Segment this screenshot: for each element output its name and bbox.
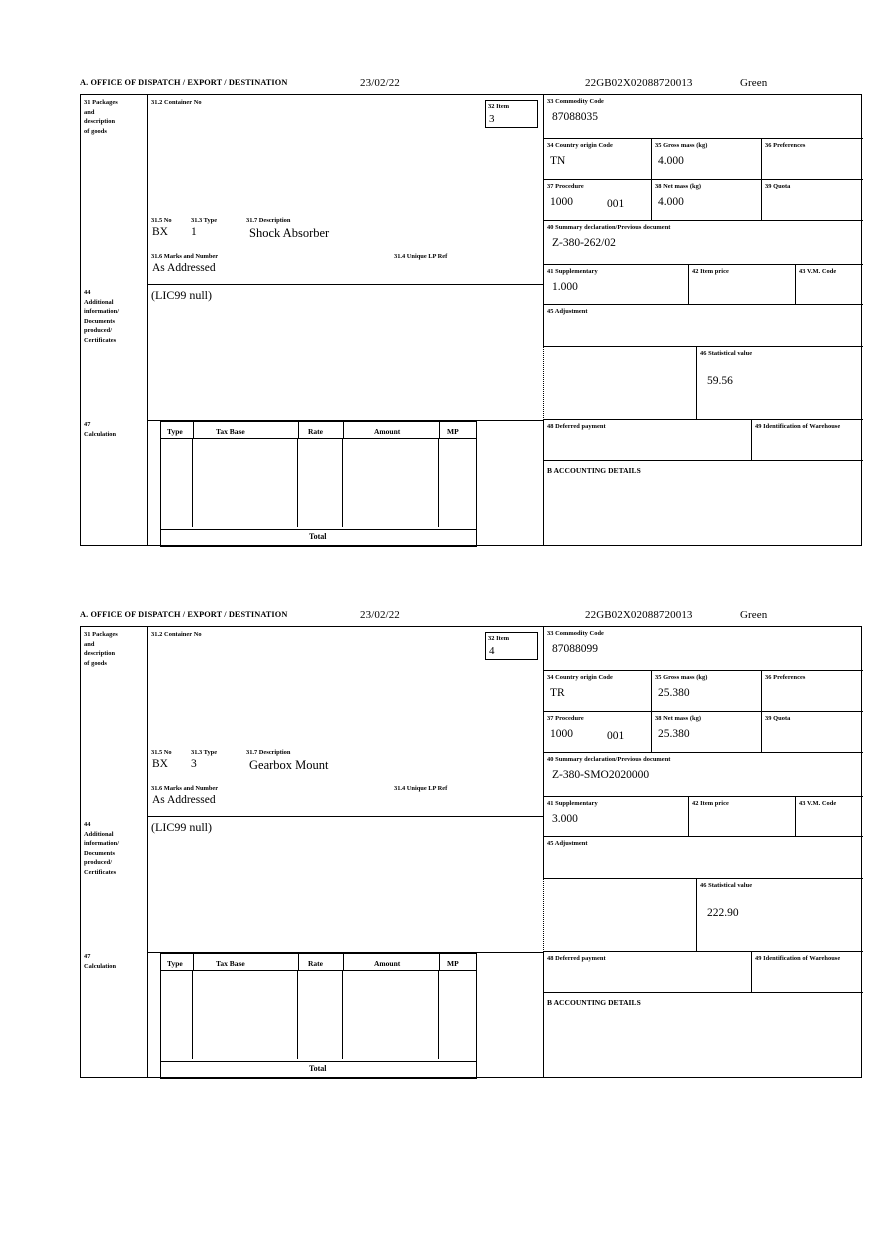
box31-7-description-value-2: Gearbox Mount <box>249 758 329 772</box>
declaration-box-2 <box>80 626 862 1078</box>
box36-label-2: 36 Preferences <box>765 674 806 681</box>
calc-col-mp: MP <box>447 427 459 436</box>
box46-value: 59.56 <box>707 374 733 387</box>
box35-gross-mass-1 <box>651 139 761 180</box>
box34-value: TN <box>550 154 566 167</box>
container-no-label-2: 31.2 Container No <box>151 631 202 638</box>
box45-label-2: 45 Adjustment <box>547 840 588 847</box>
box49-value-2 <box>752 964 863 968</box>
box31-4-uniqueref-label: 31.4 Unique LP Ref <box>394 253 448 260</box>
box49-warehouse-id-1 <box>751 420 863 461</box>
calculation-body-2 <box>160 970 477 1062</box>
box36-value <box>762 151 863 155</box>
box48-value-2 <box>544 964 751 968</box>
box48-deferred-payment-1 <box>543 420 751 461</box>
box41-value: 1.000 <box>552 280 578 293</box>
calc-col-taxbase-2: Tax Base <box>216 959 245 968</box>
box31-7-description-label: 31.7 Description <box>246 217 291 224</box>
declaration-form-1 <box>80 78 864 546</box>
container-no-label: 31.2 Container No <box>151 99 202 106</box>
box33-value-2: 87088099 <box>552 642 598 655</box>
box41-label-2: 41 Supplementary <box>547 800 598 807</box>
box39-value-2 <box>762 724 863 728</box>
box35-value: 4.000 <box>658 154 684 167</box>
box39-quota-2 <box>761 712 863 753</box>
box37-value2-2: 001 <box>607 730 625 742</box>
declaration-date-2: 23/02/22 <box>360 609 400 621</box>
calc-col-amount-2: Amount <box>374 959 401 968</box>
box31-6-marks-label-2: 31.6 Marks and Number <box>151 785 219 792</box>
declaration-date: 23/02/22 <box>360 77 400 89</box>
boxB-value <box>544 476 863 480</box>
movement-reference-number-2: 22GB02X02088720013 <box>585 609 693 621</box>
box31-6-marks-label: 31.6 Marks and Number <box>151 253 219 260</box>
box36-label: 36 Preferences <box>765 142 806 149</box>
box31-goods-area-2 <box>148 627 543 816</box>
boxB-accounting-details-1 <box>543 461 863 545</box>
box40-label: 40 Summary declaration/Previous document <box>547 224 671 231</box>
box46-wrapper-2 <box>543 879 863 952</box>
box31-3-type-label-2: 31.3 Type <box>191 749 218 756</box>
box33-commodity-code-2 <box>543 627 863 671</box>
calc-col-taxbase: Tax Base <box>216 427 245 436</box>
box40-value-2: Z-380-SMO2020000 <box>552 768 650 781</box>
calc-col-rate: Rate <box>308 427 323 436</box>
box32-item-1 <box>485 100 538 128</box>
box31-5-no-label: 31.5 No <box>151 217 172 224</box>
box31-label: 31 Packages and description of goods <box>84 99 118 135</box>
box36-preferences-2 <box>761 671 863 712</box>
box37-value: 1000 <box>550 195 573 208</box>
form-header-1 <box>80 78 864 94</box>
boxB-value-2 <box>544 1008 863 1012</box>
box43-label-2: 43 V.M. Code <box>799 800 837 807</box>
office-of-dispatch-label: A. OFFICE OF DISPATCH / EXPORT / DESTINATION <box>80 78 288 87</box>
box32-value: 3 <box>489 112 495 125</box>
box43-value-2 <box>796 809 863 813</box>
box49-label: 49 Identification of Warehouse <box>755 423 841 430</box>
box32-item-2 <box>485 632 538 660</box>
box32-label: 32 Item <box>488 103 510 110</box>
box35-gross-mass-2 <box>651 671 761 712</box>
calc-col-mp-2: MP <box>447 959 459 968</box>
box31-3-type-value: 1 <box>191 226 197 238</box>
box46-label: 46 Statistical value <box>700 350 753 357</box>
box38-net-mass-1 <box>651 180 761 221</box>
box44-label: 44 Additional information/ Documents produced/ Certificates <box>84 289 120 344</box>
box48-deferred-payment-2 <box>543 952 751 993</box>
box48-label: 48 Deferred payment <box>547 423 606 430</box>
box37-procedure-1 <box>543 180 651 221</box>
box40-previous-document-1 <box>543 221 863 265</box>
box47-label-2: 47 Calculation <box>84 953 117 970</box>
box31-4-uniqueref-label-2: 31.4 Unique LP Ref <box>394 785 448 792</box>
left-label-column-1 <box>81 95 148 545</box>
box39-quota-1 <box>761 180 863 221</box>
box41-supplementary-1 <box>543 265 688 305</box>
boxB-accounting-details-2 <box>543 993 863 1077</box>
box49-value <box>752 432 863 436</box>
movement-reference-number: 22GB02X02088720013 <box>585 77 693 89</box>
box46-label-2: 46 Statistical value <box>700 882 753 889</box>
box40-previous-document-2 <box>543 753 863 797</box>
box43-label: 43 V.M. Code <box>799 268 837 275</box>
calculation-total-row-1 <box>160 528 477 547</box>
box42-item-price-2 <box>688 797 795 837</box>
calc-col-rate-2: Rate <box>308 959 323 968</box>
calc-col-amount: Amount <box>374 427 401 436</box>
box31-6-marks-value-2: As Addressed <box>152 794 216 806</box>
calculation-total-row-2 <box>160 1060 477 1079</box>
box32-label-2: 32 Item <box>488 635 510 642</box>
box33-commodity-code-1 <box>543 95 863 139</box>
declaration-box-1 <box>80 94 862 546</box>
box35-label: 35 Gross mass (kg) <box>655 142 708 149</box>
box31-5-no-value-2: BX <box>152 758 168 770</box>
box34-label-2: 34 Country origin Code <box>547 674 613 681</box>
box44-label-2: 44 Additional information/ Documents produced/ Certificates <box>84 821 120 876</box>
calc-col-type-2: Type <box>167 959 183 968</box>
box38-label-2: 38 Net mass (kg) <box>655 715 702 722</box>
office-of-dispatch-label-2: A. OFFICE OF DISPATCH / EXPORT / DESTINATION <box>80 610 288 619</box>
route-lane-2: Green <box>740 609 768 621</box>
box43-vm-code-2 <box>795 797 863 837</box>
box41-supplementary-2 <box>543 797 688 837</box>
box31-3-type-value-2: 3 <box>191 758 197 770</box>
box42-item-price-1 <box>688 265 795 305</box>
form-header-2 <box>80 610 864 626</box>
box31-7-description-value: Shock Absorber <box>249 226 330 240</box>
box40-value: Z-380-262/02 <box>552 236 616 249</box>
box37-label: 37 Procedure <box>547 183 584 190</box>
box36-preferences-1 <box>761 139 863 180</box>
box46-wrapper-1 <box>543 347 863 420</box>
box49-warehouse-id-2 <box>751 952 863 993</box>
box31-goods-area-1 <box>148 95 543 284</box>
box35-value-2: 25.380 <box>658 686 690 699</box>
box38-value: 4.000 <box>658 195 684 208</box>
box45-label: 45 Adjustment <box>547 308 588 315</box>
box34-value-2: TR <box>550 686 565 699</box>
box46-value-2: 222.90 <box>707 906 739 919</box>
box48-value <box>544 432 751 436</box>
boxB-label: B ACCOUNTING DETAILS <box>547 466 641 475</box>
box31-3-type-label: 31.3 Type <box>191 217 218 224</box>
box37-procedure-2 <box>543 712 651 753</box>
route-lane: Green <box>740 77 768 89</box>
box34-label: 34 Country origin Code <box>547 142 613 149</box>
box45-adjustment-1 <box>543 305 863 347</box>
box33-label-2: 33 Commodity Code <box>547 630 604 637</box>
box34-country-origin-1 <box>543 139 651 180</box>
box42-value <box>689 277 795 281</box>
box38-net-mass-2 <box>651 712 761 753</box>
box38-value-2: 25.380 <box>658 727 690 740</box>
calculation-table-2 <box>160 953 475 1078</box>
box39-value <box>762 192 863 196</box>
box38-label: 38 Net mass (kg) <box>655 183 702 190</box>
calculation-header-row-2 <box>160 953 477 971</box>
box42-label: 42 Item price <box>692 268 729 275</box>
calculation-header-row-1 <box>160 421 477 439</box>
box47-area-2 <box>148 952 543 1077</box>
box33-label: 33 Commodity Code <box>547 98 604 105</box>
box43-vm-code-1 <box>795 265 863 305</box>
left-label-column-2 <box>81 627 148 1077</box>
box37-value-2: 1000 <box>550 727 573 740</box>
box39-label-2: 39 Quota <box>765 715 791 722</box>
box44-value: (LIC99 null) <box>151 288 212 302</box>
box47-label: 47 Calculation <box>84 421 117 438</box>
box31-5-no-value: BX <box>152 226 168 238</box>
calc-total-label-2: Total <box>309 1064 327 1073</box>
box48-label-2: 48 Deferred payment <box>547 955 606 962</box>
box31-7-description-label-2: 31.7 Description <box>246 749 291 756</box>
calculation-body-1 <box>160 438 477 530</box>
box31-label-2: 31 Packages and description of goods <box>84 631 118 667</box>
box44-area-1 <box>148 284 543 420</box>
box34-country-origin-2 <box>543 671 651 712</box>
box37-value2: 001 <box>607 198 625 210</box>
box31-5-no-label-2: 31.5 No <box>151 749 172 756</box>
box45-value-2 <box>544 849 863 853</box>
box42-label-2: 42 Item price <box>692 800 729 807</box>
box41-value-2: 3.000 <box>552 812 578 825</box>
boxB-label-2: B ACCOUNTING DETAILS <box>547 998 641 1007</box>
box31-6-marks-value: As Addressed <box>152 262 216 274</box>
box46-statistical-value-2 <box>696 879 863 951</box>
box46-statistical-value-1 <box>696 347 863 419</box>
box39-label: 39 Quota <box>765 183 791 190</box>
box45-value <box>544 317 863 321</box>
box49-label-2: 49 Identification of Warehouse <box>755 955 841 962</box>
box44-area-2 <box>148 816 543 952</box>
box36-value-2 <box>762 683 863 687</box>
box47-area-1 <box>148 420 543 545</box>
calc-col-type: Type <box>167 427 183 436</box>
box37-label-2: 37 Procedure <box>547 715 584 722</box>
box44-value-2: (LIC99 null) <box>151 820 212 834</box>
box33-value: 87088035 <box>552 110 598 123</box>
box32-value-2: 4 <box>489 644 495 657</box>
box45-adjustment-2 <box>543 837 863 879</box>
box40-label-2: 40 Summary declaration/Previous document <box>547 756 671 763</box>
box35-label-2: 35 Gross mass (kg) <box>655 674 708 681</box>
calc-total-label: Total <box>309 532 327 541</box>
calculation-table-1 <box>160 421 475 546</box>
box41-label: 41 Supplementary <box>547 268 598 275</box>
box42-value-2 <box>689 809 795 813</box>
declaration-form-2 <box>80 610 864 1078</box>
box43-value <box>796 277 863 281</box>
